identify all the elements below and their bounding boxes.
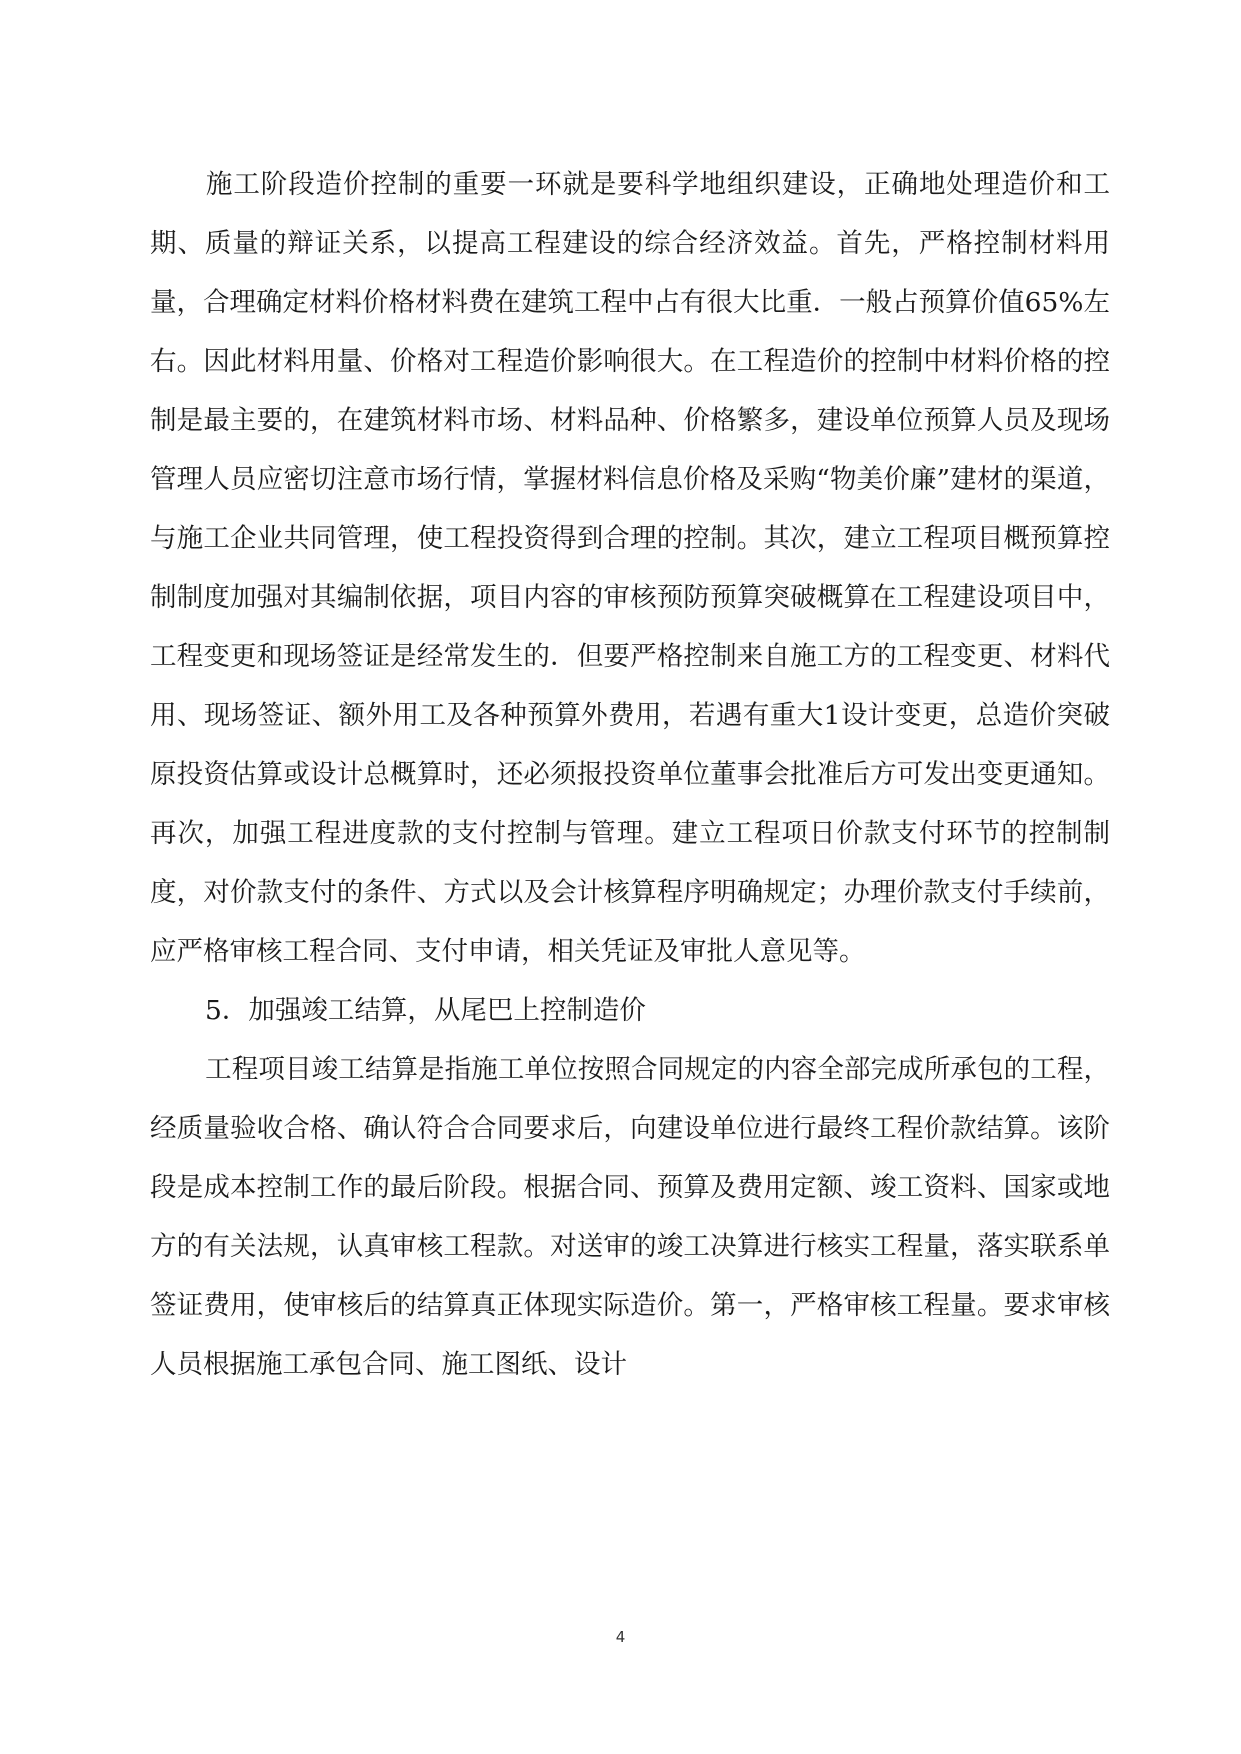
paragraph-construction-phase-cost-control xyxy=(150,155,1110,981)
page-number: 4 xyxy=(615,1628,626,1646)
paragraph-text: 工程项目竣工结算是指施工单位按照合同规定的内容全部完成所承包的工程，经质量验收合格、确认符合合同要求后，向建设单位进行最终工程价款结算。该阶段是成本控制工作的最后阶段。根据合同、预算及费用定额、竣工资料、国家或地方的有关法规，认真审核工程款。对送审的竣工决算进行核实工程量，落实联系单签证费用，使审核后的结算真正体现实际造价。第一，严格审核工程量。要求审核人员根据施工承包合同、施工图纸、设计 xyxy=(150,1054,1110,1380)
section-heading-completion-settlement xyxy=(150,981,1110,1040)
paragraph-text: 施工阶段造价控制的重要一环就是要科学地组织建设，正确地处理造价和工期、质量的辩证关系，以提高工程建设的综合经济效益。首先，严格控制材料用量，合理确定材料价格材料费在建筑工程中占有很大比重．一般占预算价值65%左右。因此材料用量、价格对工程造价影响很大。在工程造价的控制中材料价格的控制是最主要的，在建筑材料市场、材料品种、价格繁多，建设单位预算人员及现场管理人员应密切注意市场行情，掌握材料信息价格及采购“物美价廉”建材的渠道，与施工企业共同管理，使工程投资得到合理的控制。其次，建立工程项目概预算控制制度加强对其编制依据，项目内容的审核预防预算突破概算在工程建设项目中，工程变更和现场签证是经常发生的．但要严格控制来自施工方的工程变更、材料代用、现场签证、额外用工及各种预算外费用，若遇有重大1设计变更，总造价突破原投资估算或设计总概算时，还必须报投资单位董事会批准后方可发出变更通知。再次，加强工程进度款的支付控制与管理。建立工程项日价款支付环节的控制制度，对价款支付的条件、方式以及会计核算程序明确规定；办理价款支付手续前，应严格审核工程合同、支付申请，相关凭证及审批人意见等。 xyxy=(150,169,1110,967)
paragraph-completion-settlement xyxy=(150,1040,1110,1394)
body-text xyxy=(150,155,1110,1394)
heading-text: 5．加强竣工结算，从尾巴上控制造价 xyxy=(205,995,646,1026)
